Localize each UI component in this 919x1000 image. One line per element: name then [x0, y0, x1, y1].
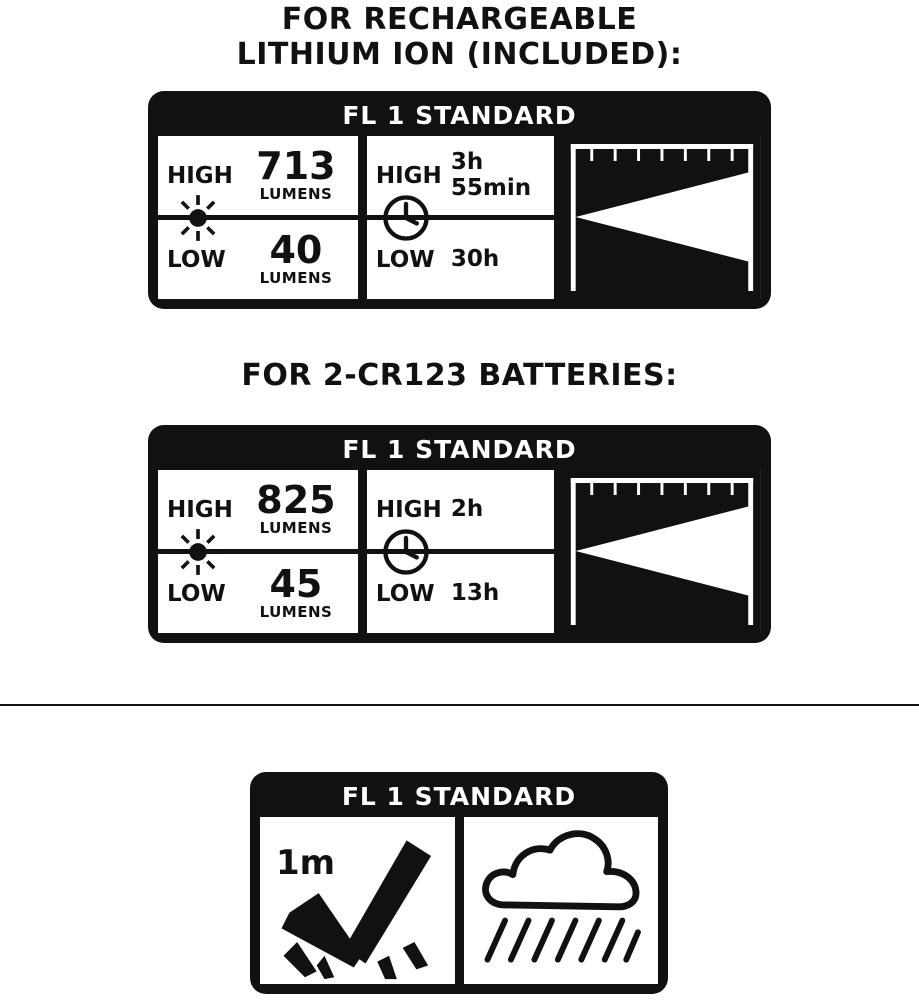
lumens-low-unit: LUMENS [259, 269, 333, 288]
fl1-standard-title-3: FL 1 STANDARD [341, 782, 577, 811]
sun-icon [172, 526, 224, 578]
lumens-low-label-2: LOW [167, 580, 226, 607]
lumens-low-value-2: 45 [269, 561, 323, 606]
lumens-high-unit: LUMENS [259, 185, 333, 204]
water-resistance-block [464, 817, 659, 984]
runtime-high-value: 3h 55min [450, 148, 532, 201]
fl1-panel-rechargeable [148, 91, 771, 309]
lumens-block [158, 136, 358, 299]
impact-distance-value: 1m [276, 843, 336, 883]
runtime-block [367, 136, 554, 299]
beam-distance-block [563, 136, 761, 299]
lumens-high-label-2: HIGH [167, 496, 233, 523]
impact-resistance-block [260, 817, 455, 984]
lumens-high-label: HIGH [167, 162, 233, 189]
fl1-panel-impact-water [250, 772, 668, 994]
lumens-high-value-2: 825 [256, 477, 336, 522]
section-heading-line2: LITHIUM ION (INCLUDED): [236, 37, 683, 73]
lumens-block-2 [158, 470, 358, 633]
runtime-block-2 [367, 470, 554, 633]
runtime-high-label-2: HIGH [375, 496, 442, 523]
fl1-standard-title: FL 1 STANDARD [342, 101, 577, 130]
clock-icon [379, 525, 433, 579]
runtime-high-value-2: 2h [450, 495, 484, 522]
fl1-standard-title-2: FL 1 STANDARD [342, 435, 577, 464]
fl1-panel-cr123 [148, 425, 771, 643]
section-cr123 [0, 358, 919, 393]
lumens-high-value: 713 [256, 143, 336, 188]
beam-distance-block-2 [563, 470, 761, 633]
lumens-high-unit-2: LUMENS [259, 519, 333, 538]
runtime-high-label: HIGH [375, 162, 442, 189]
section2-heading-line1: FOR 2-CR123 BATTERIES: [241, 358, 678, 393]
runtime-low-label-2: LOW [375, 580, 435, 607]
sun-icon [172, 192, 224, 244]
water-resistance-icon [464, 817, 659, 984]
beam-distance-value: 216m [651, 200, 745, 235]
beam-distance-value-2: 241m [651, 534, 745, 569]
section-heading-line1: FOR RECHARGEABLE [281, 2, 638, 37]
runtime-low-value: 30h [450, 245, 500, 272]
runtime-low-value-2: 13h [450, 579, 500, 606]
section-divider [0, 704, 919, 706]
section-rechargeable [0, 0, 919, 73]
runtime-low-label: LOW [375, 246, 435, 273]
lumens-low-label: LOW [167, 246, 226, 273]
lumens-low-value: 40 [269, 227, 323, 272]
clock-icon [379, 191, 433, 245]
lumens-low-unit-2: LUMENS [259, 603, 333, 622]
